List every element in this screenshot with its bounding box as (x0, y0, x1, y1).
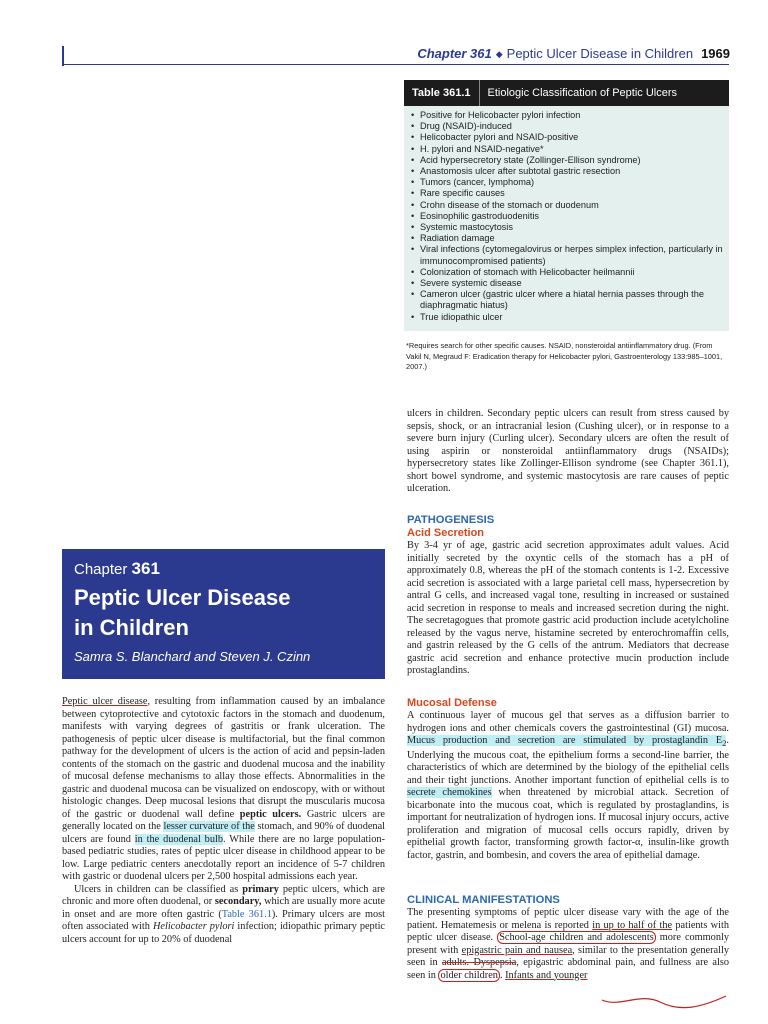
italic-term: Helicobacter pylori (152, 921, 235, 932)
list-item: • Acid hypersecretory state (Zollinger-Ellison syndrome) (410, 155, 723, 166)
intro-paragraph (62, 696, 385, 884)
table-reference-link[interactable]: Table 361.1 (221, 908, 272, 920)
paragraph-text: The presenting symptoms of peptic ulcer disease vary with the age of the patient. Hematemesis or melena is reported (407, 907, 729, 931)
page-number: 1969 (701, 46, 730, 61)
bold-term: primary (242, 883, 279, 895)
highlighted-text: in the duodenal bulb (134, 833, 223, 845)
pathogenesis-heading: PATHOGENESIS (407, 514, 495, 526)
clinical-paragraph (407, 907, 729, 982)
list-item: • Colonization of stomach with Helicobacter heilmannii (410, 267, 723, 278)
highlighted-text-part: Mucus production and secretion are stimulated by prostaglandin E (407, 735, 723, 746)
list-item: • Eosinophilic gastroduodenitis (410, 211, 723, 222)
handwritten-scribble (600, 990, 730, 1010)
table-number: Table 361.1 (404, 80, 480, 106)
list-item: • H. pylori and NSAID-negative* (410, 144, 723, 155)
chapter-label (74, 559, 373, 579)
paragraph-text: infection; idiopathic primary peptic ulcers account for up to 20% of duodenal (62, 921, 385, 945)
paragraph-text: when threatened by microbial attack. Secretion of bicarbonate into the mucous coat, which is regulated by prostaglandins, is important for neutralization of hydrogen ions. If mucosal injury occurs, active proliferation and migration of mucosal cells occurs rapidly, driven by epithelial growth factor, transforming growth factor-α, insulin-like growth factor, gastrin, and bombesin, and covers the area of epithelial damage. (407, 787, 729, 861)
paragraph-text: , resulting from inflammation caused by an imbalance between cytoprotective and cytotoxic factors in the stomach and duodenum, manifests with varying degrees of gastritis or frank ulceration. The pathogenesis of peptic ulcer disease is multifactorial, but the final common pathway for the development of ulcers is the action of acid and pepsin-laden contents of the stomach on the gastric and duodenal mucosa and the inability of mucosal defense mechanisms to allay those effects. Abnormalities in the gastric and duodenal mucosa can be visualized on endoscopy, with or without histologic changes. Deep mucosal lesions that disrupt the muscularis mucosa of the gastric or duodenal wall define (62, 696, 385, 820)
annotated-text: Infants and younger (505, 969, 588, 981)
mucosal-defense-section (407, 697, 729, 862)
running-head-chapter: Chapter 361 (417, 46, 492, 61)
list-item: • Helicobacter pylori and NSAID-positive (410, 132, 723, 143)
chapter-number: 361 (131, 559, 160, 578)
highlighted-text: secrete chemokines (407, 787, 492, 799)
paragraph-text: Ulcers in children can be classified as (74, 883, 243, 895)
list-item: • Rare specific causes (410, 188, 723, 199)
paragraph-text: A continuous layer of mucous gel that serves as a diffusion barrier to hydrogen ions and other chemicals covers the gastrointestinal (GI) mucosa. (407, 710, 729, 734)
list-item: • Anastomosis ulcer after subtotal gastric resection (410, 166, 723, 177)
paragraph-text: Gastric ulcers are generally located on the (62, 808, 385, 832)
table-header (404, 80, 729, 106)
list-item: • Radiation damage (410, 233, 723, 244)
paragraph-text: stomach, and 90% of duodenal ulcers are found (62, 821, 385, 845)
annotated-text: epigastric pain and nausea (461, 944, 573, 956)
table-footnote: *Requires search for other specific causes. NSAID, nonsteroidal antiinflammatory drug. (From Vakil N, Megraud F: Eradication therapy for Helicobacter pylori, Gastroenterology 133:985–1001, 2007.) (406, 341, 723, 371)
etiology-table (404, 80, 729, 373)
paragraph-text: patients with peptic ulcer disease. (407, 919, 729, 943)
left-column (62, 696, 385, 946)
list-item: • Severe systemic disease (410, 278, 723, 289)
paragraph-text: , similar to the presentation generally seen in (407, 944, 729, 968)
circled-text: older children (440, 969, 498, 981)
chapter-title-box (62, 549, 385, 679)
mucosal-defense-heading: Mucosal Defense (407, 697, 497, 709)
annotated-text: in up to half of the (592, 919, 673, 931)
highlighted-text (407, 735, 727, 749)
chapter-title-line-1: Peptic Ulcer Disease (74, 585, 291, 610)
paragraph-text: . Underlying the mucous coat, the epithelium forms a second-line barrier, the characteristics of which are determined by the biology of the epithelial cells and their tight junctions. Another important function of epithelial cells is to (407, 735, 729, 786)
clinical-manifestations-heading: CLINICAL MANIFESTATIONS (407, 894, 560, 906)
header-rule (62, 64, 729, 65)
list-item: • Tumors (cancer, lymphoma) (410, 177, 723, 188)
paragraph-text: more commonly present with (407, 932, 729, 956)
paragraph-text: , epigastric abdominal pain, and fullness are also seen in (407, 957, 729, 981)
chapter-authors: Samra S. Blanchard and Steven J. Czinn (74, 649, 311, 664)
chapter-title (74, 583, 373, 643)
paragraph-text: . (499, 969, 506, 981)
table-title: Etiologic Classification of Peptic Ulcers (487, 87, 678, 99)
subscript: 2 (722, 738, 727, 749)
running-head (417, 46, 730, 61)
bold-term: secondary, (214, 896, 262, 907)
margin-rule (62, 46, 64, 66)
chapter-word: Chapter (74, 561, 128, 578)
paragraph-text: ). Primary ulcers are most often associated with (62, 908, 386, 932)
table-body (404, 106, 729, 331)
acid-secretion-paragraph: By 3-4 yr of age, gastric acid secretion approximates adult values. Acid initially secreted by the oxyntic cells of the stomach has a pH of approximately 0.8, whereas the pH of the stomach contents is 1-2. Excessive acid secretion is associated with a large parietal cell mass, hypersecretion by antral G cells, and increased vagal tone, resulting in increased or sustained acid secretion in response to meals and increased secretion during the night. The secretagogues that promote gastric acid production include acetylcholine released by the vagus nerve, histamine secreted by enterochromaffin cells, and gastrin released by the G cells of the antrum. Mediators that decrease gastric acid secretion and enhance protective mucin production include prostaglandins. (407, 540, 729, 676)
right-column-intro (407, 408, 729, 496)
diamond-icon: ◆ (495, 49, 503, 59)
annotated-term: Peptic ulcer disease (62, 696, 148, 707)
list-item: • Cameron ulcer (gastric ulcer where a hiatal hernia passes through the diaphragmatic hiatus) (410, 289, 723, 311)
chapter-title-line-2: in Children (74, 615, 189, 640)
pathogenesis-section (407, 514, 729, 678)
table-list (410, 110, 723, 323)
acid-secretion-heading: Acid Secretion (407, 527, 485, 539)
list-item: • Systemic mastocytosis (410, 222, 723, 233)
classification-paragraph (62, 884, 385, 947)
list-item: • Positive for Helicobacter pylori infection (410, 110, 723, 121)
paragraph-text: . While there are no large population-based pediatric studies, rates of peptic ulcer disease in childhood appear to be low. Large pediatric centers anecdotally report an incidence of 5-7 children with gastric or duodenal ulcers per 2,500 hospital admissions each year. (62, 833, 385, 882)
mucosal-defense-paragraph (407, 710, 729, 862)
struck-text: adults. Dyspepsia (441, 957, 517, 968)
highlighted-text: lesser curvature of the (163, 821, 255, 832)
secondary-ulcers-paragraph: ulcers in children. Secondary peptic ulcers can result from stress caused by sepsis, shock, or an intracranial lesion (Cushing ulcer), or in response to a severe burn injury (Curling ulcer). Secondary ulcers are often the result of using aspirin or nonsteroidal antiinflammatory drugs (NSAIDs); hypersecretory states like Zollinger-Ellison syndrome (see Chapter 361.1), short bowel syndrome, and systemic mastocytosis are rare causes of peptic ulceration. (407, 408, 729, 494)
clinical-section (407, 894, 729, 982)
circled-text: School-age children and adolescents (499, 932, 654, 943)
list-item: • Crohn disease of the stomach or duodenum (410, 200, 723, 211)
running-head-title: Peptic Ulcer Disease in Children (506, 46, 694, 61)
list-item: • Drug (NSAID)-induced (410, 121, 723, 132)
bold-term: peptic ulcers. (239, 808, 302, 820)
paragraph-text: peptic ulcers, which are chronic and more often duodenal, or (62, 883, 385, 907)
list-item: • True idiopathic ulcer (410, 312, 723, 323)
list-item: • Viral infections (cytomegalovirus or herpes simplex infection, particularly in immunocompromised patients) (410, 244, 723, 266)
paragraph-text: which are usually more acute in onset and are more often gastric ( (62, 896, 385, 920)
